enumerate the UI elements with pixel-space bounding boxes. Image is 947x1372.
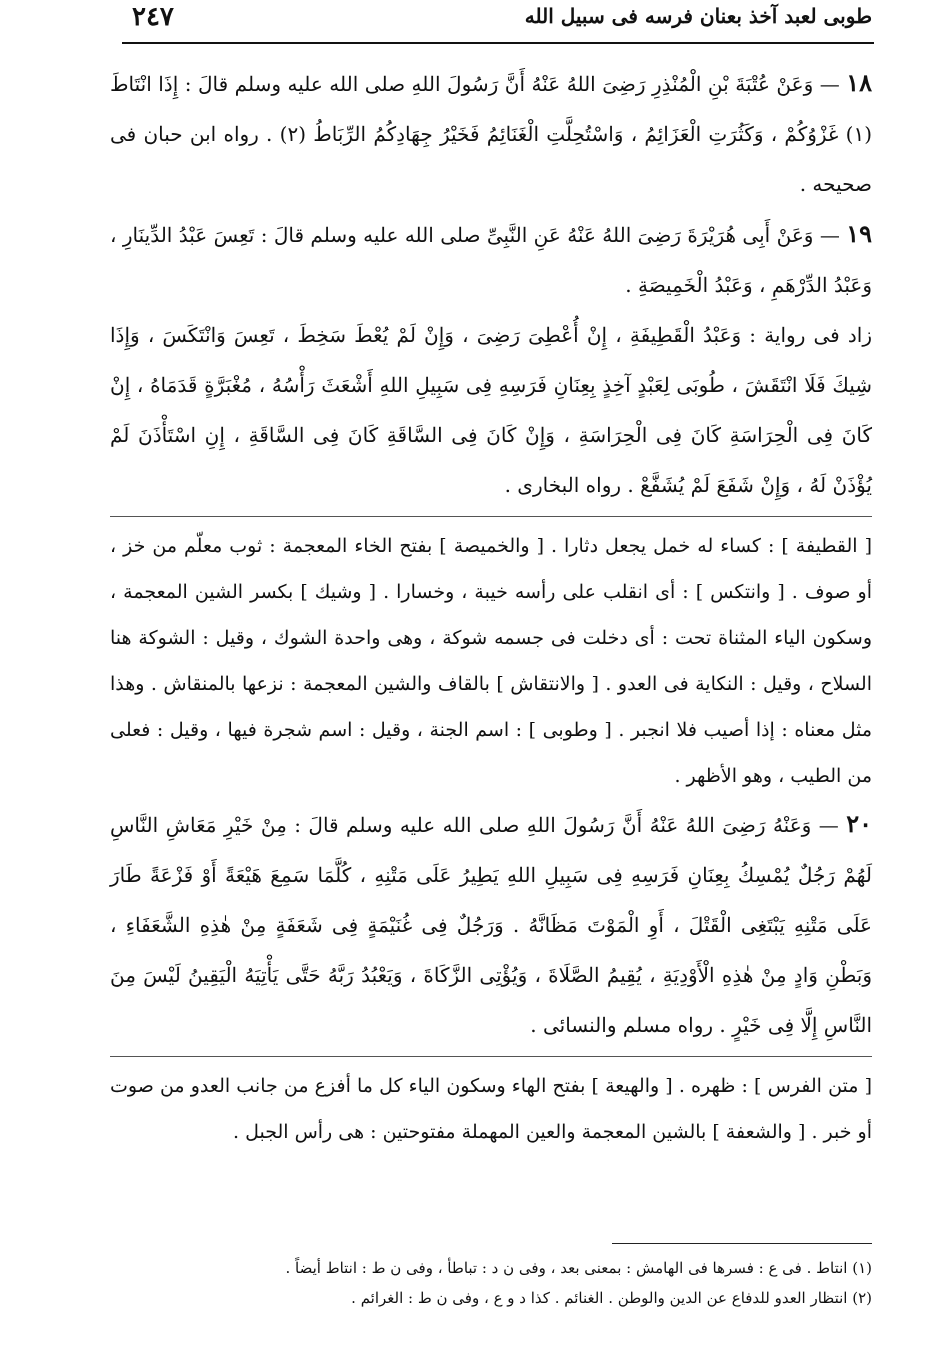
hadith-19 [110,209,872,310]
hadith-20-notes: [ متن الفرس ] : ظهره . [ والهيعة ] بفتح الهاء وسكون الياء كل ما أفزع من جانب العدو من صوت أو خبر . [ والشعفة ] بالشين المعجمة والعين المهملة مفتوحتين : هى رأس الجبل . [110,1075,872,1143]
hadith-text: — وَعَنْ أَبِى هُرَيْرَةَ رَضِىَ اللهُ عَنْهُ عَنِ النَّبِىِّ صلى الله عليه وسلم قالَ : تَعِسَ عَبْدُ الدِّينَارِ ، وَعَبْدُ الدِّرْهَمِ ، وَعَبْدُ الْخَمِيصَةِ . [110,223,872,297]
header-rule [122,42,874,44]
footnote-1: (١) انتاط . فى ع : فسرها فى الهامش : بمعنى بعد ، وفى ن د : تباطأ ، وفى ن ط : انتاط أيضاً . [285,1259,872,1277]
page-header [122,0,872,42]
hadith-number: ١٨ [846,68,872,97]
footnote-rule [612,1243,872,1244]
footnotes [110,1253,872,1313]
footnote-2: (٢) انتظار العدو للدفاع عن الدين والوطن . الغنائم . كذا د و ع ، وفى ن ط : الغرائم . [351,1289,872,1307]
hadith-19-variant: زاد فى رواية : وَعَبْدُ الْقَطِيفَةِ ، إِنْ أُعْطِىَ رَضِىَ ، وَإِنْ لَمْ يُعْطَ سَخِطَ ، تَعِسَ وَانْتَكَسَ ، وَإِذَا شِيكَ فَلَا انْتَقَشَ ، طُوبَى لِعَبْدٍ آخِذٍ بِعِنَانِ فَرَسِهِ فِى سَبِيلِ اللهِ أَشْعَثَ رَأْسُهُ ، مُغْبَرَّةٍ قَدَمَاهُ ، إِنْ كَانَ فِى الْحِرَاسَةِ كَانَ فِى الْحِرَاسَةِ ، وَإِنْ كَانَ فِى السَّاقَةِ كَانَ فِى السَّاقَةِ ، إِنِ اسْتَأْذَنَ لَمْ يُؤْذَنْ لَهُ ، وَإِنْ شَفَعَ لَمْ يُشَفَّعْ . رواه البخارى . [110,323,872,497]
hadith-18 [110,58,872,209]
hadith-text: — وَعَنْهُ رَضِىَ اللهُ عَنْهُ أَنَّ رَسُولَ اللهِ صلى الله عليه وسلم قالَ : مِنْ خَيْرِ مَعَاشِ النَّاسِ لَهُمْ رَجُلٌ يُمْسِكُ بِعِنَانِ فَرَسِهِ فِى سَبِيلِ اللهِ يَطِيرُ عَلَى مَتْنِهِ ، كُلَّمَا سَمِعَ هَيْعَةً أَوْ فَزْعَةً طَارَ عَلَى مَتْنِهِ يَبْتَغِى الْقَتْلَ ، أَوِ الْمَوْتَ مَظَانَّهُ . وَرَجُلٌ فِى غُنَيْمَةٍ فِى شَعَفَةٍ مِنْ هٰذِهِ الشَّعَفَاءِ ، وَبَطْنِ وَادٍ مِنْ هٰذِهِ الْأَوْدِيَةِ ، يُقِيمُ الصَّلَاةَ ، وَيُؤْتِى الزَّكَاةَ ، وَيَعْبُدُ رَبَّهُ حَتَّى يَأْتِيَهُ الْيَقِينُ لَيْسَ مِنَ النَّاسِ إِلَّا فِى خَيْرٍ . رواه مسلم والنسائى . [110,813,872,1037]
hadith-19-notes: [ القطيفة ] : كساء له خمل يجعل دثارا . [ والخميصة ] بفتح الخاء المعجمة : ثوب معلّم من خز ، أو صوف . [ وانتكس ] : أى انقلب على رأسه خيبة ، وخسارا . [ وشيك ] بكسر الشين المعجمة ، وسكون الياء المثناة تحت : أى دخلت فى جسمه شوكة ، وهى واحدة الشوك ، وقيل : الشوكة هنا السلاح ، وقيل : النكاية فى العدو . [ والانتقاش ] بالقاف والشين المعجمة : نزعها بالمنقاش . وهذا مثل معناه : إذا أصيب فلا انجبر . [ وطوبى ] : اسم الجنة ، وقيل : اسم شجرة فيها ، وقيل : فعلى من الطيب ، وهو الأظهر . [110,535,872,787]
page-body [110,58,872,1155]
section-rule [110,516,872,517]
hadith-20 [110,799,872,1050]
hadith-number: ٢٠ [846,809,872,838]
section-rule [110,1056,872,1057]
hadith-text: — وَعَنْ عُتْبَةَ بْنِ الْمُنْذِرِ رَضِىَ اللهُ عَنْهُ أَنَّ رَسُولَ اللهِ صلى الله عليه وسلم قالَ : إِذَا انْتَاطَ (١) غَزْوُكُمْ ، وَكَثُرَتِ الْعَزَائِمُ ، وَاسْتُحِلَّتِ الْغَنَائِمُ فَخَيْرُ جِهَادِكُمُ الرِّبَاطُ (٢) . رواه ابن حبان فى صحيحه . [110,72,872,196]
page-number: ٢٤٧ [132,2,174,32]
hadith-number: ١٩ [846,219,872,248]
running-title: طوبى لعبد آخذ بعنان فرسه فى سبيل الله [524,4,872,28]
